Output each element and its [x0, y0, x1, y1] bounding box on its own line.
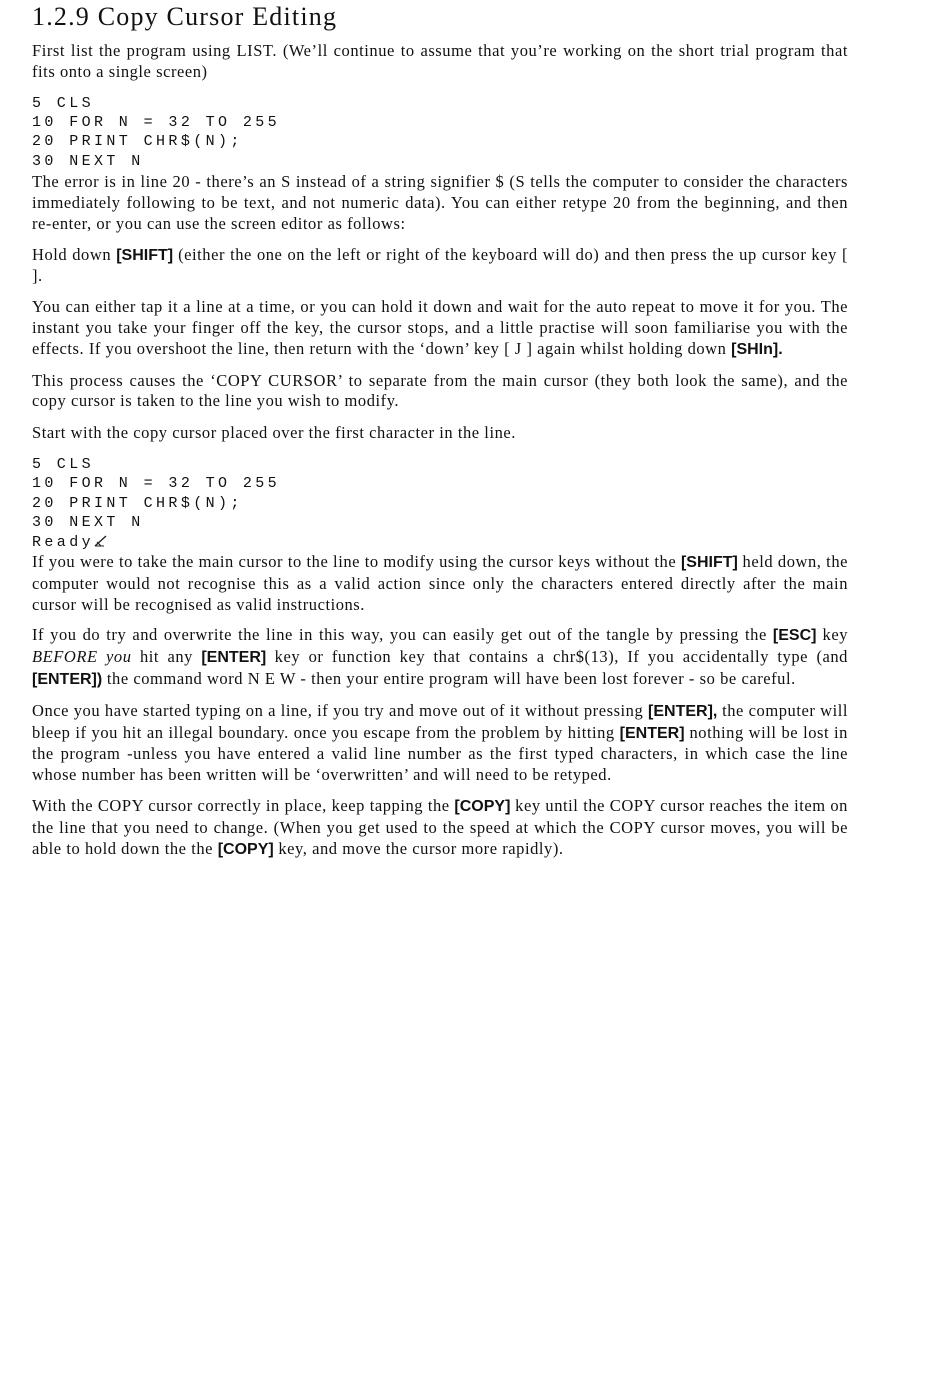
key-enter: [ENTER] — [201, 649, 267, 667]
paragraph-main-cursor — [32, 552, 848, 615]
code-line: 10 FOR N = 32 TO 255 — [32, 475, 281, 493]
text-run: hit any — [131, 647, 202, 667]
pencil-cursor-icon — [94, 535, 108, 547]
code-line: 5 CLS — [32, 94, 95, 112]
code-line: 20 PRINT CHR$(N); — [32, 133, 243, 151]
text-run: If you do try and overwrite the line in this way, you can easily get out of the tangle by pressing the — [32, 625, 773, 645]
ready-text: Ready — [32, 533, 95, 551]
key-enter: [ENTER], — [648, 702, 718, 720]
code-line: 10 FOR N = 32 TO 255 — [32, 114, 281, 131]
paragraph-copy-key — [32, 796, 848, 860]
key-copy: [COPY] — [217, 840, 274, 858]
text-run: (either the one on the left or right of the keyboard will do) and then press the up cursor key [ ]. — [32, 244, 848, 286]
ready-prompt — [32, 533, 848, 552]
text-run: With the COPY cursor correctly in place, keep tapping the — [32, 795, 455, 815]
paragraph-error: The error is in line 20 - there’s an S instead of a string signifier $ (S tells the computer to consider the characters immediately following to be text, and not numeric data). You can either retype 20 from the beginning, and then re-enter, or you can use the screen editor as follows: — [32, 172, 848, 233]
emphasis-before: BEFORE you — [32, 647, 132, 667]
text-run: nothing will be lost in the program -unless you have entered a valid line number as the first typed characters, in which case the line whose number has been written will be ‘overwritten’ and will need to be retyped. — [32, 722, 848, 785]
text-run: the command word N E W - then your entire program will have been lost forever - so be careful. — [102, 669, 796, 688]
code-listing-1 — [32, 94, 848, 172]
text-run: the computer will bleep if you hit an illegal boundary. once you escape from the problem by hitting — [32, 700, 848, 742]
text-run: key until the COPY cursor reaches the item on the line that you need to change. (When you get used to the speed at which the COPY cursor moves, you will be able to hold down the the — [32, 795, 848, 858]
key-shift: [SHIFT] — [680, 554, 738, 572]
text-run: key — [816, 625, 849, 645]
key-copy: [COPY] — [454, 797, 511, 815]
code-line: 30 NEXT N — [32, 152, 144, 170]
text-run: key or function key that contains a chr$(13), If you accidentally type (and — [266, 647, 848, 667]
paragraph-hold-shift — [32, 245, 848, 288]
key-shift: [SHIn]. — [731, 340, 783, 358]
paragraph-auto-repeat — [32, 297, 848, 360]
text-run: Once you have started typing on a line, if you try and move out of it without pressing — [32, 700, 649, 720]
text-run: If you were to take the main cursor to the line to modify using the cursor keys without the — [32, 552, 681, 572]
text-run: Hold down — [32, 244, 117, 264]
text-run: held down, the computer would not recognise this as a valid action since only the characters entered directly after the main cursor will be recognised as valid instructions. — [32, 552, 848, 614]
key-enter: [ENTER]) — [32, 671, 103, 688]
text-run: You can either tap it a line at a time, or you can hold it down and wait for the auto repeat to move it for you. The instant you take your finger off the key, the cursor stops, and a little practise will soon familiarise you with the effects. If you overshoot the line, then return with the ‘down’ key [ J ] again whilst holding down — [32, 297, 848, 358]
paragraph-copy-cursor: This process causes the ‘COPY CURSOR’ to separate from the main cursor (they both look the same), and the copy cursor is taken to the line you wish to modify. — [32, 370, 848, 411]
document-page — [32, 0, 848, 860]
code-line: 20 PRINT CHR$(N); — [32, 494, 243, 512]
text-run: key, and move the cursor more rapidly). — [273, 838, 564, 858]
code-listing-2 — [32, 455, 848, 552]
section-heading: 1.2.9 Copy Cursor Editing — [32, 2, 338, 31]
paragraph-escape — [32, 625, 848, 690]
paragraph-intro: First list the program using LIST. (We’ll continue to assume that you’re working on the short trial program that fits onto a single screen) — [32, 41, 848, 81]
key-esc: [ESC] — [772, 627, 817, 645]
paragraph-start: Start with the copy cursor placed over the first character in the line. — [32, 423, 516, 443]
key-enter: [ENTER] — [619, 724, 685, 742]
code-line: 5 CLS — [32, 455, 95, 473]
paragraph-typing-line — [32, 701, 848, 786]
code-line: 30 NEXT N — [32, 514, 144, 532]
key-shift: [SHIFT] — [116, 246, 174, 264]
